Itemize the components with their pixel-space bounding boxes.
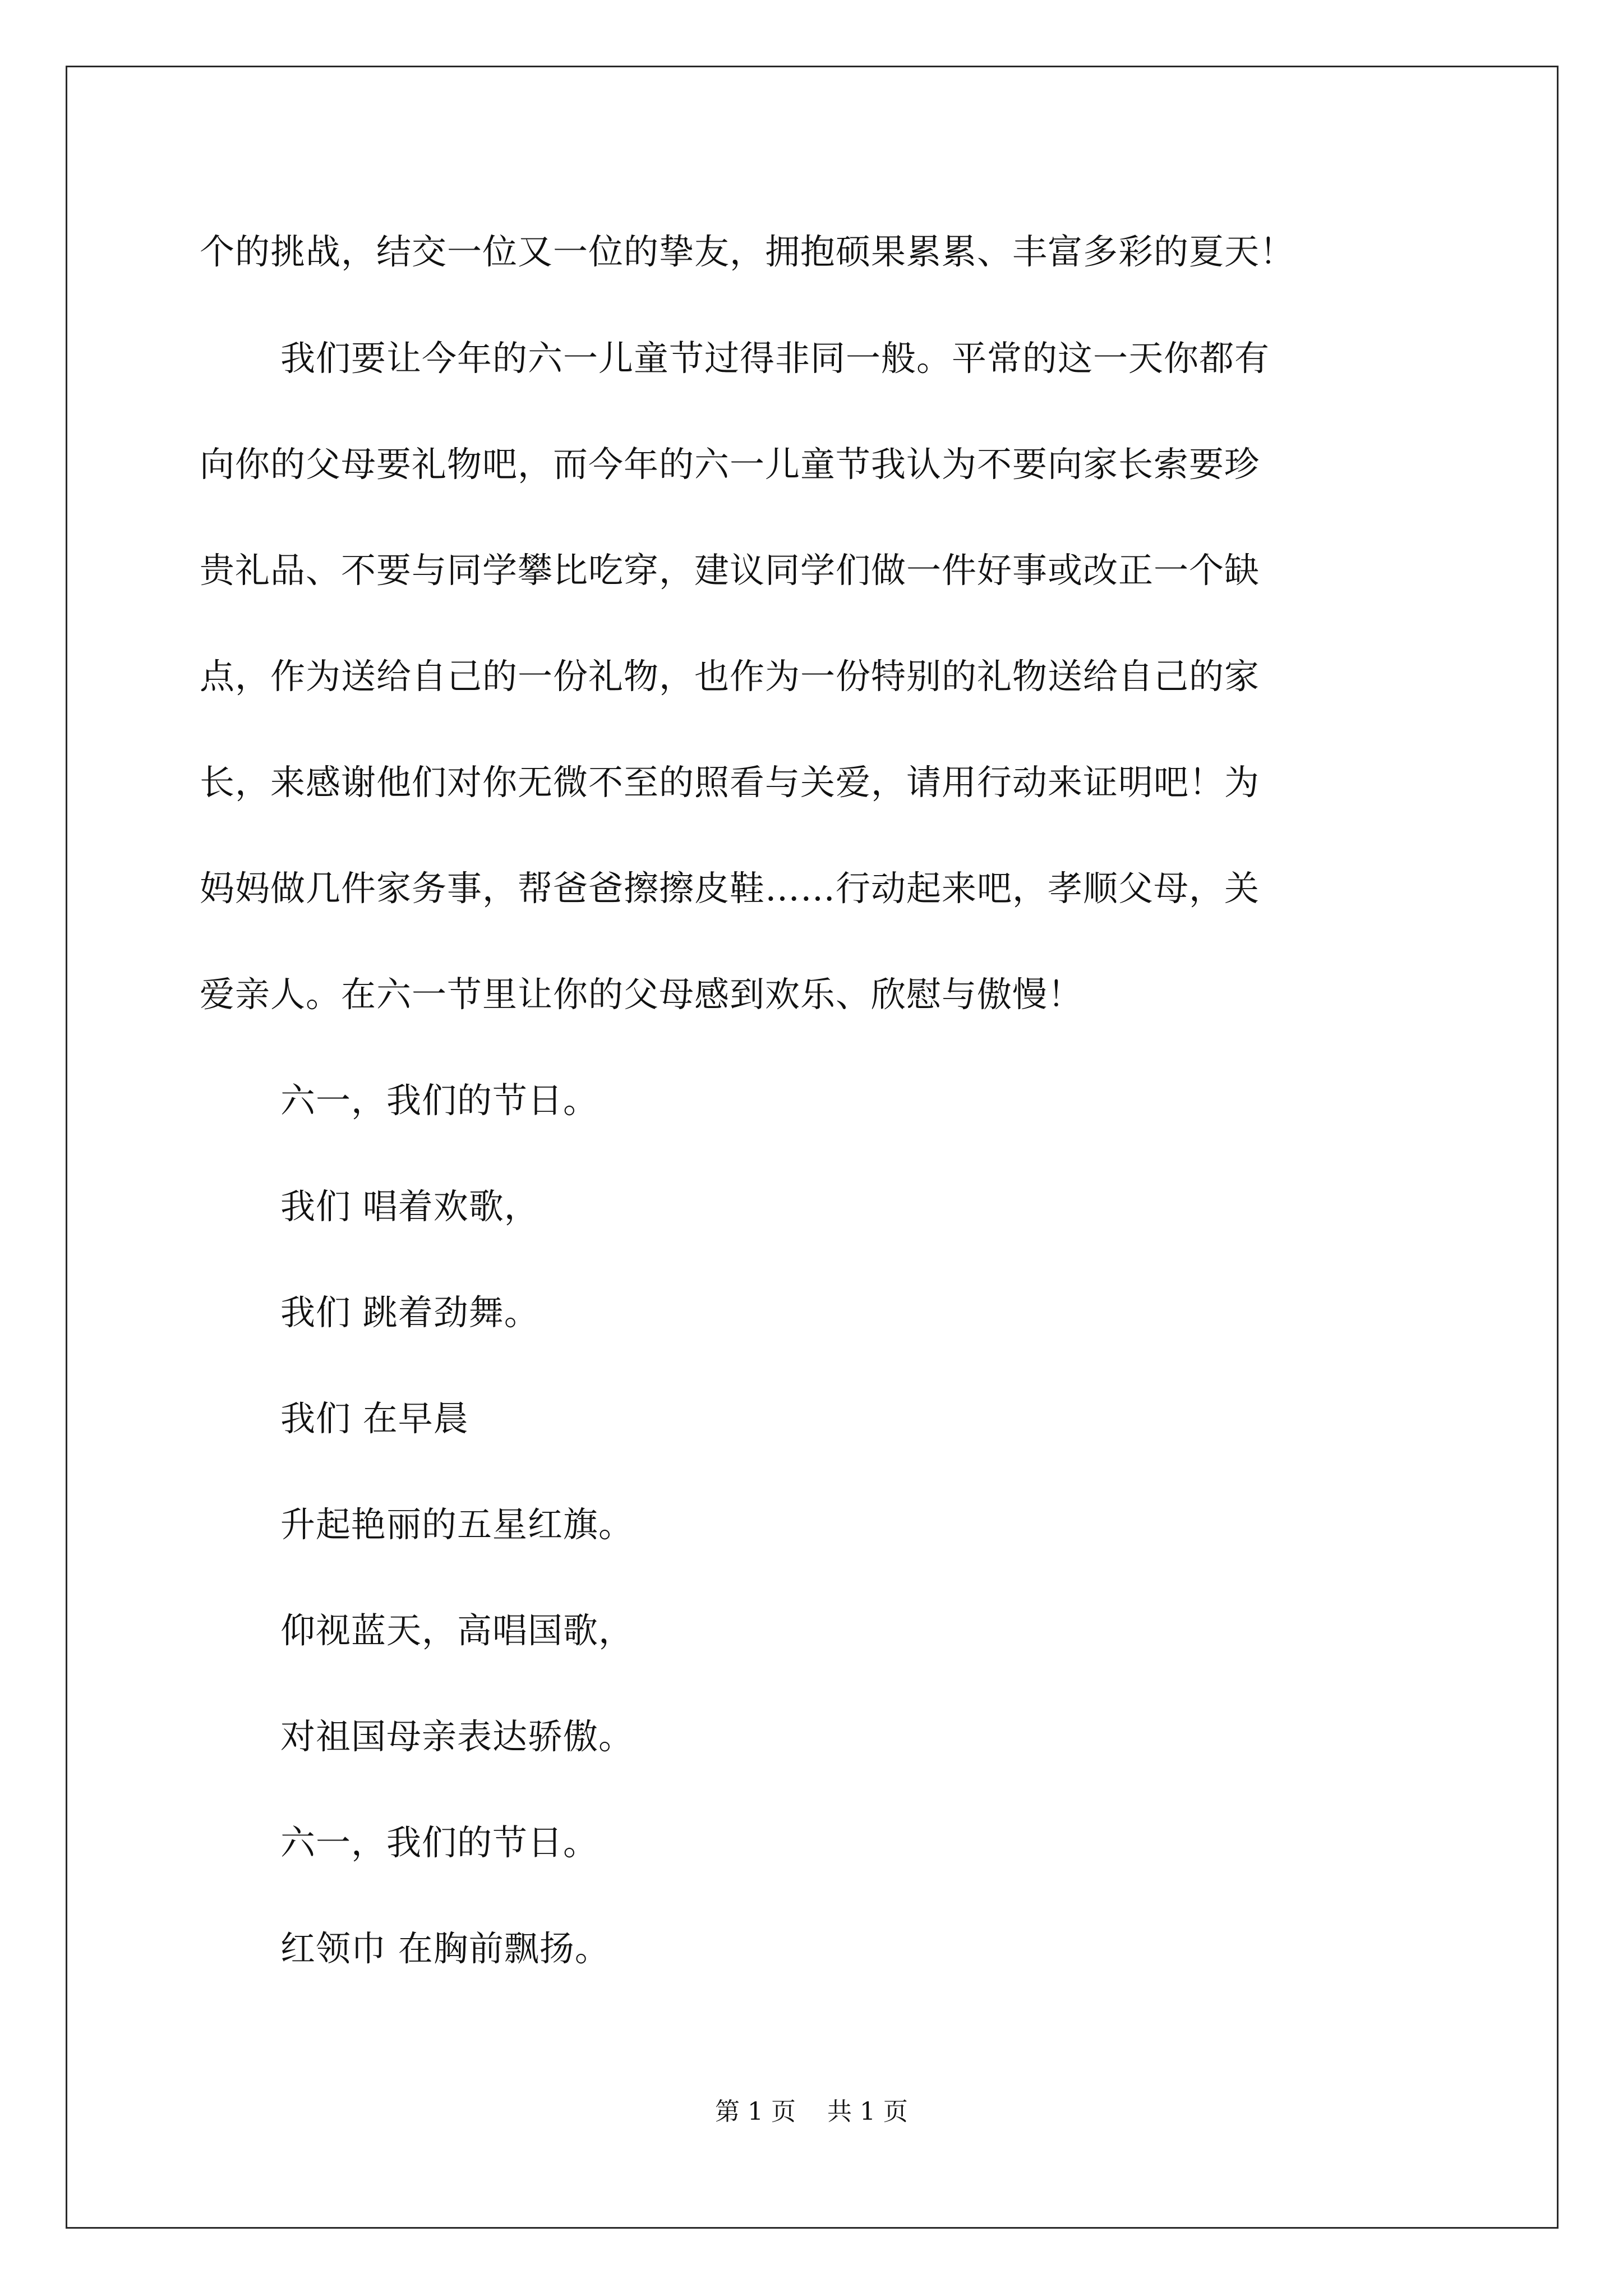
page-border — [66, 66, 1559, 2229]
poem-line-1: 六一，我们的节日。 — [280, 1080, 599, 1121]
poem-line-6: 仰视蓝天，高唱国歌， — [280, 1610, 634, 1651]
body-line-2: 我们要让今年的六一儿童节过得非同一般。平常的这一天你都有 — [280, 338, 1270, 379]
poem-line-8: 六一，我们的节日。 — [280, 1822, 599, 1863]
body-line-1: 个的挑战，结交一位又一位的挚友，拥抱硕果累累、丰富多彩的夏天！ — [200, 231, 1295, 272]
poem-line-5: 升起艳丽的五星红旗。 — [280, 1504, 634, 1545]
body-line-8: 爱亲人。在六一节里让你的父母感到欢乐、欣慰与傲慢！ — [200, 974, 1083, 1015]
page-footer: 第 1 页 共 1 页 — [715, 2097, 908, 2126]
poem-line-2: 我们 唱着欢歌， — [280, 1186, 540, 1227]
poem-line-3: 我们 跳着劲舞。 — [280, 1292, 540, 1333]
poem-line-7: 对祖国母亲表达骄傲。 — [280, 1716, 634, 1757]
body-line-4: 贵礼品、不要与同学攀比吃穿，建议同学们做一件好事或改正一个缺 — [200, 550, 1260, 591]
poem-line-4: 我们 在早晨 — [280, 1398, 469, 1439]
body-line-6: 长，来感谢他们对你无微不至的照看与关爱，请用行动来证明吧！为 — [200, 762, 1260, 803]
body-line-3: 向你的父母要礼物吧，而今年的六一儿童节我认为不要向家长索要珍 — [200, 444, 1260, 485]
body-line-7: 妈妈做几件家务事，帮爸爸擦擦皮鞋……行动起来吧，孝顺父母，关 — [200, 868, 1260, 909]
poem-line-9: 红领巾 在胸前飘扬。 — [280, 1928, 610, 1969]
body-line-5: 点，作为送给自己的一份礼物，也作为一份特别的礼物送给自己的家 — [200, 656, 1260, 697]
